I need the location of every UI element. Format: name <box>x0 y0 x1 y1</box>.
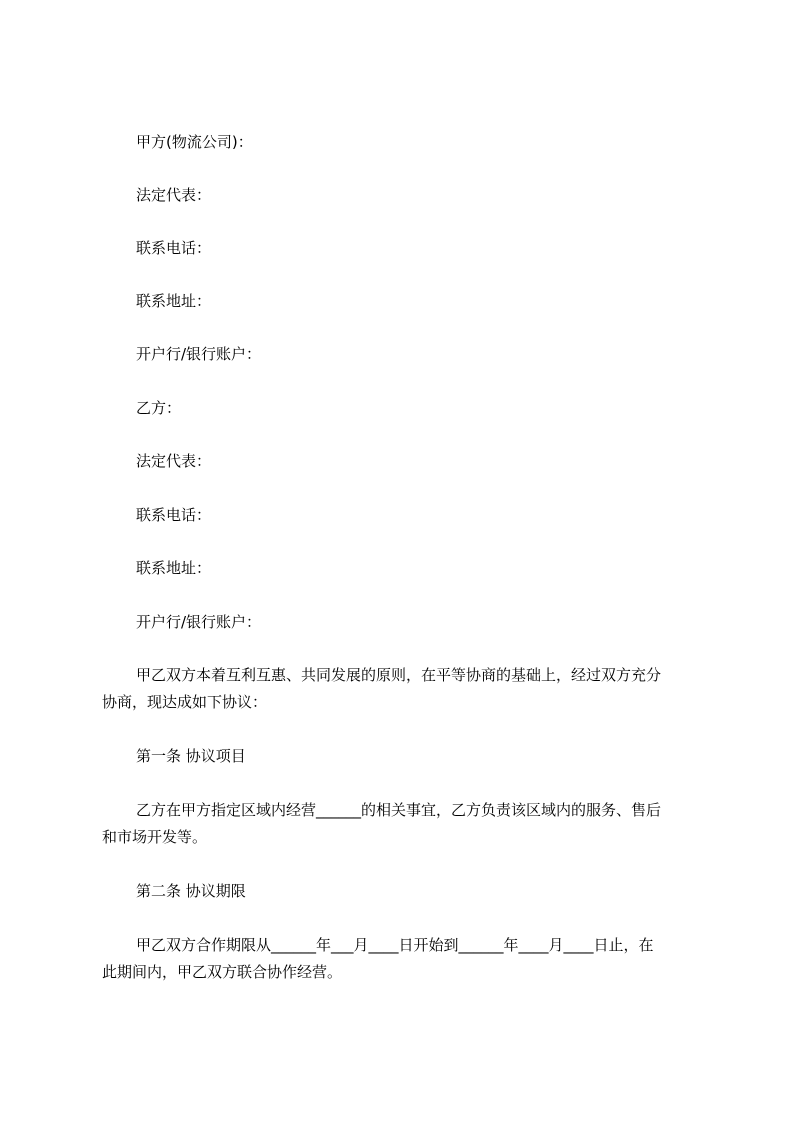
article-1-heading: 第一条 协议项目 <box>136 747 246 765</box>
party-a-legal-rep: 法定代表： <box>136 186 212 204</box>
party-a-bank: 开户行/银行账户： <box>136 345 262 363</box>
article-2-heading: 第二条 协议期限 <box>136 882 246 900</box>
article-1-line-2: 和市场开发等。 <box>102 828 208 846</box>
preamble-line-1: 甲乙双方本着互利互惠、共同发展的原则，在平等协商的基础上，经过双方充分 <box>136 666 662 684</box>
preamble-line-2: 协商，现达成如下协议： <box>102 693 268 711</box>
article-2-line-2: 此期间内，甲乙双方联合协作经营。 <box>102 963 343 981</box>
party-a-address: 联系地址： <box>136 292 212 310</box>
party-b-label: 乙方： <box>136 399 182 417</box>
party-a-phone: 联系电话： <box>136 239 212 257</box>
party-a-label: 甲方(物流公司)： <box>136 133 253 151</box>
party-b-address: 联系地址： <box>136 559 212 577</box>
party-b-legal-rep: 法定代表： <box>136 452 212 470</box>
article-1-line-1: 乙方在甲方指定区域内经营______的相关事宜，乙方负责该区域内的服务、售后 <box>136 801 662 819</box>
article-2-line-1: 甲乙双方合作期限从______年___月____日开始到______年____月____日止，在 <box>136 936 654 954</box>
party-b-phone: 联系电话： <box>136 506 212 524</box>
party-b-bank: 开户行/银行账户： <box>136 613 262 631</box>
